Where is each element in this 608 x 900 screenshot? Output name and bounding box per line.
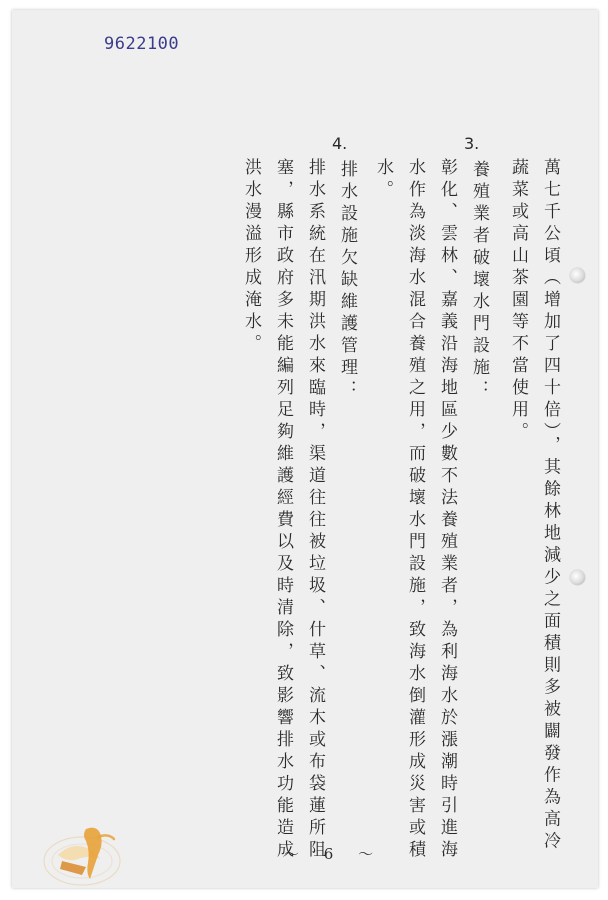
text-column-4: 彰化、雲林、嘉義沿海地區少數不法養殖業者，為利海水於漲潮時引進海 xyxy=(437,158,457,862)
item-number-4: 4. xyxy=(332,134,348,153)
text-column-6: 水。 xyxy=(373,158,393,202)
text-column-8: 排水系統在汛期洪水來臨時，渠道往往被垃圾、什草、流木或布袋蓮所阻 xyxy=(305,158,325,862)
punch-hole-bottom xyxy=(570,570,585,585)
page-number: ～ 6 ～ xyxy=(284,845,384,863)
text-column-10: 洪水漫溢形成淹水。 xyxy=(241,158,261,356)
archive-logo-icon xyxy=(38,815,130,891)
text-column-1: 萬七千公頃（增加了四十倍），其餘林地減少之面積則多被闢發作為高冷 xyxy=(540,158,560,854)
text-column-3: 養殖業者破壞水門設施： xyxy=(469,160,489,402)
document-id: 9622100 xyxy=(104,34,180,54)
text-column-9: 塞，縣市政府多未能編列足夠維護經費以及時清除，致影響排水功能造成 xyxy=(273,158,293,862)
text-column-7: 排水設施欠缺維護管理： xyxy=(337,160,357,402)
punch-hole-top xyxy=(570,268,585,283)
document-page xyxy=(12,10,598,888)
item-number-3: 3. xyxy=(464,134,480,153)
text-column-2: 蔬菜或高山茶園等不當使用。 xyxy=(508,158,528,444)
text-column-5: 水作為淡海水混合養殖之用，而破壞水門設施，致海水倒灌形成災害或積 xyxy=(405,158,425,862)
